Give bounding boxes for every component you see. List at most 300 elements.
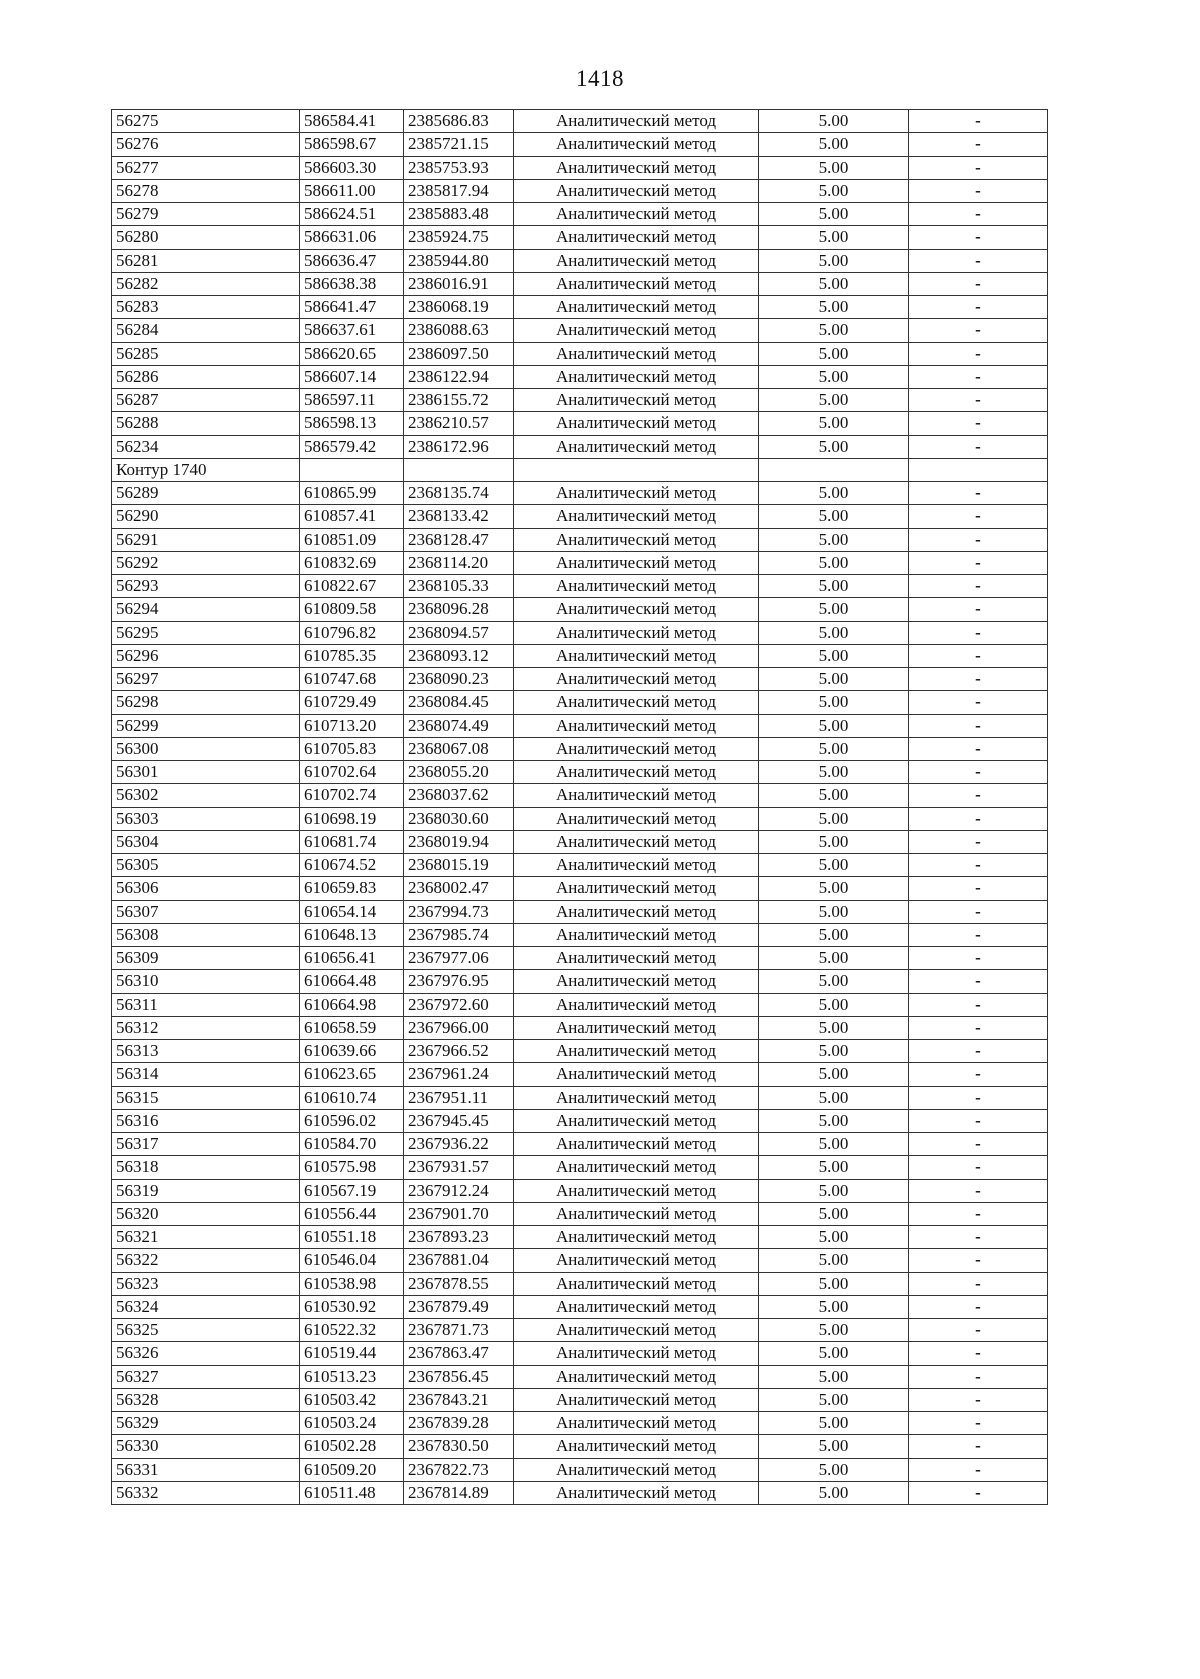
point-id-cell: 56310 bbox=[112, 970, 300, 993]
x-coordinate-cell: 610502.28 bbox=[300, 1435, 404, 1458]
error-cell: 5.00 bbox=[759, 110, 909, 133]
point-id-cell: 56302 bbox=[112, 784, 300, 807]
note-cell: - bbox=[909, 1342, 1048, 1365]
point-id-cell: 56234 bbox=[112, 435, 300, 458]
x-coordinate-cell: 610796.82 bbox=[300, 621, 404, 644]
note-cell: - bbox=[909, 1481, 1048, 1504]
method-cell: Аналитический метод bbox=[514, 1202, 759, 1225]
table-row bbox=[112, 877, 1048, 900]
note-cell: - bbox=[909, 1202, 1048, 1225]
y-coordinate-cell: 2386155.72 bbox=[404, 389, 514, 412]
x-coordinate-cell: 610664.98 bbox=[300, 993, 404, 1016]
error-cell: 5.00 bbox=[759, 1272, 909, 1295]
table-row bbox=[112, 1412, 1048, 1435]
error-cell: 5.00 bbox=[759, 1040, 909, 1063]
x-coordinate-cell: 610713.20 bbox=[300, 714, 404, 737]
error-cell: 5.00 bbox=[759, 551, 909, 574]
table-row bbox=[112, 598, 1048, 621]
x-coordinate-cell: 586637.61 bbox=[300, 319, 404, 342]
table-row bbox=[112, 784, 1048, 807]
x-coordinate-cell: 586641.47 bbox=[300, 296, 404, 319]
method-cell: Аналитический метод bbox=[514, 1063, 759, 1086]
method-cell: Аналитический метод bbox=[514, 1412, 759, 1435]
x-coordinate-cell: 610659.83 bbox=[300, 877, 404, 900]
note-cell: - bbox=[909, 551, 1048, 574]
note-cell: - bbox=[909, 412, 1048, 435]
method-cell: Аналитический метод bbox=[514, 1295, 759, 1318]
table-row bbox=[112, 1086, 1048, 1109]
x-coordinate-cell: 610503.24 bbox=[300, 1412, 404, 1435]
error-cell: 5.00 bbox=[759, 1133, 909, 1156]
table-row bbox=[112, 575, 1048, 598]
x-coordinate-cell: 610747.68 bbox=[300, 668, 404, 691]
table-row bbox=[112, 714, 1048, 737]
point-id-cell: 56297 bbox=[112, 668, 300, 691]
x-coordinate-cell: 586603.30 bbox=[300, 156, 404, 179]
method-cell: Аналитический метод bbox=[514, 389, 759, 412]
point-id-cell: 56276 bbox=[112, 133, 300, 156]
x-coordinate-cell: 610698.19 bbox=[300, 807, 404, 830]
point-id-cell: 56328 bbox=[112, 1388, 300, 1411]
note-cell: - bbox=[909, 1156, 1048, 1179]
table-row bbox=[112, 970, 1048, 993]
x-coordinate-cell: 586584.41 bbox=[300, 110, 404, 133]
error-cell: 5.00 bbox=[759, 296, 909, 319]
error-cell: 5.00 bbox=[759, 1156, 909, 1179]
method-cell: Аналитический метод bbox=[514, 342, 759, 365]
error-cell: 5.00 bbox=[759, 1226, 909, 1249]
table-row bbox=[112, 1388, 1048, 1411]
y-coordinate-cell: 2386210.57 bbox=[404, 412, 514, 435]
method-cell: Аналитический метод bbox=[514, 179, 759, 202]
x-coordinate-cell: 610623.65 bbox=[300, 1063, 404, 1086]
point-id-cell: 56293 bbox=[112, 575, 300, 598]
point-id-cell: 56316 bbox=[112, 1109, 300, 1132]
x-coordinate-cell: 586624.51 bbox=[300, 203, 404, 226]
x-coordinate-cell: 610822.67 bbox=[300, 575, 404, 598]
error-cell: 5.00 bbox=[759, 1202, 909, 1225]
section-row bbox=[112, 458, 1048, 481]
point-id-cell: 56309 bbox=[112, 947, 300, 970]
point-id-cell: 56318 bbox=[112, 1156, 300, 1179]
y-coordinate-cell: 2386097.50 bbox=[404, 342, 514, 365]
point-id-cell: 56275 bbox=[112, 110, 300, 133]
note-cell: - bbox=[909, 923, 1048, 946]
point-id-cell: 56278 bbox=[112, 179, 300, 202]
error-cell: 5.00 bbox=[759, 877, 909, 900]
point-id-cell: 56324 bbox=[112, 1295, 300, 1318]
table-row bbox=[112, 1295, 1048, 1318]
method-cell: Аналитический метод bbox=[514, 1133, 759, 1156]
error-cell: 5.00 bbox=[759, 1109, 909, 1132]
y-coordinate-cell: 2368019.94 bbox=[404, 830, 514, 853]
y-coordinate-cell: 2367901.70 bbox=[404, 1202, 514, 1225]
x-coordinate-cell: 610654.14 bbox=[300, 900, 404, 923]
error-cell: 5.00 bbox=[759, 133, 909, 156]
y-coordinate-cell: 2367912.24 bbox=[404, 1179, 514, 1202]
note-cell: - bbox=[909, 854, 1048, 877]
table-row bbox=[112, 830, 1048, 853]
method-cell: Аналитический метод bbox=[514, 1458, 759, 1481]
point-id-cell: 56287 bbox=[112, 389, 300, 412]
note-cell: - bbox=[909, 1179, 1048, 1202]
method-cell: Аналитический метод bbox=[514, 156, 759, 179]
point-id-cell: 56288 bbox=[112, 412, 300, 435]
table-row bbox=[112, 482, 1048, 505]
method-cell: Аналитический метод bbox=[514, 854, 759, 877]
y-coordinate-cell: 2368133.42 bbox=[404, 505, 514, 528]
point-id-cell: 56306 bbox=[112, 877, 300, 900]
table-row bbox=[112, 621, 1048, 644]
table-row bbox=[112, 412, 1048, 435]
note-cell: - bbox=[909, 1063, 1048, 1086]
x-coordinate-cell: 610785.35 bbox=[300, 644, 404, 667]
note-cell: - bbox=[909, 644, 1048, 667]
x-coordinate-cell: 610851.09 bbox=[300, 528, 404, 551]
x-coordinate-cell: 610656.41 bbox=[300, 947, 404, 970]
point-id-cell: 56320 bbox=[112, 1202, 300, 1225]
method-cell: Аналитический метод bbox=[514, 1156, 759, 1179]
x-coordinate-cell: 586638.38 bbox=[300, 272, 404, 295]
note-cell: - bbox=[909, 1133, 1048, 1156]
point-id-cell: 56279 bbox=[112, 203, 300, 226]
point-id-cell: 56303 bbox=[112, 807, 300, 830]
note-cell: - bbox=[909, 1435, 1048, 1458]
x-coordinate-cell: 610556.44 bbox=[300, 1202, 404, 1225]
note-cell: - bbox=[909, 249, 1048, 272]
method-cell: Аналитический метод bbox=[514, 668, 759, 691]
y-coordinate-cell: 2368074.49 bbox=[404, 714, 514, 737]
method-cell: Аналитический метод bbox=[514, 737, 759, 760]
table-row bbox=[112, 1272, 1048, 1295]
note-cell: - bbox=[909, 1226, 1048, 1249]
y-coordinate-cell: 2368105.33 bbox=[404, 575, 514, 598]
y-coordinate-cell: 2368002.47 bbox=[404, 877, 514, 900]
note-cell: - bbox=[909, 272, 1048, 295]
note-cell: - bbox=[909, 482, 1048, 505]
y-coordinate-cell: 2367843.21 bbox=[404, 1388, 514, 1411]
note-cell: - bbox=[909, 621, 1048, 644]
error-cell: 5.00 bbox=[759, 1295, 909, 1318]
point-id-cell: 56317 bbox=[112, 1133, 300, 1156]
note-cell: - bbox=[909, 1040, 1048, 1063]
error-cell: 5.00 bbox=[759, 644, 909, 667]
method-cell: Аналитический метод bbox=[514, 900, 759, 923]
error-cell: 5.00 bbox=[759, 1435, 909, 1458]
method-cell: Аналитический метод bbox=[514, 1481, 759, 1504]
error-cell: 5.00 bbox=[759, 1481, 909, 1504]
point-id-cell: 56280 bbox=[112, 226, 300, 249]
point-id-cell: 56300 bbox=[112, 737, 300, 760]
x-coordinate-cell: 610610.74 bbox=[300, 1086, 404, 1109]
point-id-cell: 56315 bbox=[112, 1086, 300, 1109]
point-id-cell: 56312 bbox=[112, 1016, 300, 1039]
error-cell: 5.00 bbox=[759, 365, 909, 388]
method-cell: Аналитический метод bbox=[514, 621, 759, 644]
y-coordinate-cell: 2368084.45 bbox=[404, 691, 514, 714]
method-cell: Аналитический метод bbox=[514, 296, 759, 319]
point-id-cell: 56321 bbox=[112, 1226, 300, 1249]
method-cell: Аналитический метод bbox=[514, 1365, 759, 1388]
error-cell: 5.00 bbox=[759, 1458, 909, 1481]
y-coordinate-cell: 2368135.74 bbox=[404, 482, 514, 505]
table-row bbox=[112, 923, 1048, 946]
note-cell: - bbox=[909, 575, 1048, 598]
point-id-cell: 56301 bbox=[112, 761, 300, 784]
y-coordinate-cell: 2367863.47 bbox=[404, 1342, 514, 1365]
table-row bbox=[112, 947, 1048, 970]
error-cell: 5.00 bbox=[759, 1412, 909, 1435]
method-cell: Аналитический метод bbox=[514, 807, 759, 830]
method-cell: Аналитический метод bbox=[514, 226, 759, 249]
note-cell: - bbox=[909, 226, 1048, 249]
method-cell: Аналитический метод bbox=[514, 970, 759, 993]
table-row bbox=[112, 505, 1048, 528]
x-coordinate-cell: 610522.32 bbox=[300, 1319, 404, 1342]
method-cell: Аналитический метод bbox=[514, 1109, 759, 1132]
note-cell: - bbox=[909, 1388, 1048, 1411]
x-coordinate-cell: 586579.42 bbox=[300, 435, 404, 458]
point-id-cell: 56299 bbox=[112, 714, 300, 737]
x-coordinate-cell: 610681.74 bbox=[300, 830, 404, 853]
table-row bbox=[112, 1156, 1048, 1179]
method-cell: Аналитический метод bbox=[514, 110, 759, 133]
point-id-cell: 56284 bbox=[112, 319, 300, 342]
point-id-cell: 56326 bbox=[112, 1342, 300, 1365]
note-cell: - bbox=[909, 993, 1048, 1016]
y-coordinate-cell: 2367871.73 bbox=[404, 1319, 514, 1342]
method-cell: Аналитический метод bbox=[514, 1179, 759, 1202]
empty-cell bbox=[759, 458, 909, 481]
note-cell: - bbox=[909, 761, 1048, 784]
y-coordinate-cell: 2367972.60 bbox=[404, 993, 514, 1016]
method-cell: Аналитический метод bbox=[514, 203, 759, 226]
point-id-cell: 56277 bbox=[112, 156, 300, 179]
page-number: 1418 bbox=[576, 66, 624, 91]
error-cell: 5.00 bbox=[759, 412, 909, 435]
note-cell: - bbox=[909, 156, 1048, 179]
point-id-cell: 56314 bbox=[112, 1063, 300, 1086]
y-coordinate-cell: 2368096.28 bbox=[404, 598, 514, 621]
x-coordinate-cell: 610648.13 bbox=[300, 923, 404, 946]
point-id-cell: 56323 bbox=[112, 1272, 300, 1295]
y-coordinate-cell: 2367878.55 bbox=[404, 1272, 514, 1295]
x-coordinate-cell: 610702.74 bbox=[300, 784, 404, 807]
table-row bbox=[112, 1435, 1048, 1458]
note-cell: - bbox=[909, 1086, 1048, 1109]
y-coordinate-cell: 2385721.15 bbox=[404, 133, 514, 156]
y-coordinate-cell: 2367985.74 bbox=[404, 923, 514, 946]
y-coordinate-cell: 2367931.57 bbox=[404, 1156, 514, 1179]
note-cell: - bbox=[909, 365, 1048, 388]
error-cell: 5.00 bbox=[759, 226, 909, 249]
method-cell: Аналитический метод bbox=[514, 249, 759, 272]
y-coordinate-cell: 2367936.22 bbox=[404, 1133, 514, 1156]
method-cell: Аналитический метод bbox=[514, 482, 759, 505]
x-coordinate-cell: 610519.44 bbox=[300, 1342, 404, 1365]
table-row bbox=[112, 226, 1048, 249]
x-coordinate-cell: 610575.98 bbox=[300, 1156, 404, 1179]
point-id-cell: 56311 bbox=[112, 993, 300, 1016]
y-coordinate-cell: 2367881.04 bbox=[404, 1249, 514, 1272]
table-row bbox=[112, 668, 1048, 691]
method-cell: Аналитический метод bbox=[514, 993, 759, 1016]
x-coordinate-cell: 586631.06 bbox=[300, 226, 404, 249]
empty-cell bbox=[300, 458, 404, 481]
table-row bbox=[112, 551, 1048, 574]
point-id-cell: 56298 bbox=[112, 691, 300, 714]
note-cell: - bbox=[909, 970, 1048, 993]
note-cell: - bbox=[909, 1272, 1048, 1295]
point-id-cell: 56313 bbox=[112, 1040, 300, 1063]
y-coordinate-cell: 2385817.94 bbox=[404, 179, 514, 202]
x-coordinate-cell: 586636.47 bbox=[300, 249, 404, 272]
y-coordinate-cell: 2385924.75 bbox=[404, 226, 514, 249]
y-coordinate-cell: 2368128.47 bbox=[404, 528, 514, 551]
table-row bbox=[112, 1016, 1048, 1039]
x-coordinate-cell: 610511.48 bbox=[300, 1481, 404, 1504]
error-cell: 5.00 bbox=[759, 1063, 909, 1086]
method-cell: Аналитический метод bbox=[514, 877, 759, 900]
x-coordinate-cell: 586598.67 bbox=[300, 133, 404, 156]
point-id-cell: 56304 bbox=[112, 830, 300, 853]
table-row bbox=[112, 319, 1048, 342]
error-cell: 5.00 bbox=[759, 993, 909, 1016]
error-cell: 5.00 bbox=[759, 389, 909, 412]
y-coordinate-cell: 2368015.19 bbox=[404, 854, 514, 877]
y-coordinate-cell: 2368055.20 bbox=[404, 761, 514, 784]
coordinates-table bbox=[111, 109, 1048, 1505]
note-cell: - bbox=[909, 714, 1048, 737]
error-cell: 5.00 bbox=[759, 249, 909, 272]
y-coordinate-cell: 2367814.89 bbox=[404, 1481, 514, 1504]
table-row bbox=[112, 272, 1048, 295]
method-cell: Аналитический метод bbox=[514, 412, 759, 435]
point-id-cell: 56329 bbox=[112, 1412, 300, 1435]
note-cell: - bbox=[909, 784, 1048, 807]
y-coordinate-cell: 2367961.24 bbox=[404, 1063, 514, 1086]
method-cell: Аналитический метод bbox=[514, 761, 759, 784]
note-cell: - bbox=[909, 203, 1048, 226]
method-cell: Аналитический метод bbox=[514, 598, 759, 621]
table-row bbox=[112, 854, 1048, 877]
method-cell: Аналитический метод bbox=[514, 575, 759, 598]
point-id-cell: 56325 bbox=[112, 1319, 300, 1342]
error-cell: 5.00 bbox=[759, 1179, 909, 1202]
method-cell: Аналитический метод bbox=[514, 365, 759, 388]
y-coordinate-cell: 2385686.83 bbox=[404, 110, 514, 133]
note-cell: - bbox=[909, 1319, 1048, 1342]
table-row bbox=[112, 1133, 1048, 1156]
method-cell: Аналитический метод bbox=[514, 1086, 759, 1109]
error-cell: 5.00 bbox=[759, 947, 909, 970]
note-cell: - bbox=[909, 1365, 1048, 1388]
method-cell: Аналитический метод bbox=[514, 272, 759, 295]
method-cell: Аналитический метод bbox=[514, 133, 759, 156]
y-coordinate-cell: 2367879.49 bbox=[404, 1295, 514, 1318]
table-row bbox=[112, 993, 1048, 1016]
note-cell: - bbox=[909, 389, 1048, 412]
table-row bbox=[112, 1342, 1048, 1365]
table-row bbox=[112, 1202, 1048, 1225]
method-cell: Аналитический метод bbox=[514, 1226, 759, 1249]
point-id-cell: 56295 bbox=[112, 621, 300, 644]
x-coordinate-cell: 610658.59 bbox=[300, 1016, 404, 1039]
error-cell: 5.00 bbox=[759, 668, 909, 691]
point-id-cell: 56290 bbox=[112, 505, 300, 528]
table-row bbox=[112, 1249, 1048, 1272]
error-cell: 5.00 bbox=[759, 691, 909, 714]
x-coordinate-cell: 610546.04 bbox=[300, 1249, 404, 1272]
point-id-cell: 56289 bbox=[112, 482, 300, 505]
method-cell: Аналитический метод bbox=[514, 1319, 759, 1342]
x-coordinate-cell: 610584.70 bbox=[300, 1133, 404, 1156]
x-coordinate-cell: 610503.42 bbox=[300, 1388, 404, 1411]
x-coordinate-cell: 610729.49 bbox=[300, 691, 404, 714]
y-coordinate-cell: 2385944.80 bbox=[404, 249, 514, 272]
error-cell: 5.00 bbox=[759, 970, 909, 993]
y-coordinate-cell: 2368090.23 bbox=[404, 668, 514, 691]
y-coordinate-cell: 2367966.52 bbox=[404, 1040, 514, 1063]
x-coordinate-cell: 586611.00 bbox=[300, 179, 404, 202]
x-coordinate-cell: 610509.20 bbox=[300, 1458, 404, 1481]
point-id-cell: 56330 bbox=[112, 1435, 300, 1458]
table-row bbox=[112, 761, 1048, 784]
error-cell: 5.00 bbox=[759, 1016, 909, 1039]
y-coordinate-cell: 2368067.08 bbox=[404, 737, 514, 760]
y-coordinate-cell: 2368094.57 bbox=[404, 621, 514, 644]
method-cell: Аналитический метод bbox=[514, 319, 759, 342]
y-coordinate-cell: 2368114.20 bbox=[404, 551, 514, 574]
table-row bbox=[112, 1458, 1048, 1481]
note-cell: - bbox=[909, 900, 1048, 923]
note-cell: - bbox=[909, 1458, 1048, 1481]
point-id-cell: 56332 bbox=[112, 1481, 300, 1504]
error-cell: 5.00 bbox=[759, 575, 909, 598]
method-cell: Аналитический метод bbox=[514, 947, 759, 970]
error-cell: 5.00 bbox=[759, 1388, 909, 1411]
x-coordinate-cell: 586597.11 bbox=[300, 389, 404, 412]
x-coordinate-cell: 610702.64 bbox=[300, 761, 404, 784]
note-cell: - bbox=[909, 691, 1048, 714]
table-row bbox=[112, 179, 1048, 202]
note-cell: - bbox=[909, 830, 1048, 853]
point-id-cell: 56292 bbox=[112, 551, 300, 574]
table-row bbox=[112, 528, 1048, 551]
x-coordinate-cell: 610639.66 bbox=[300, 1040, 404, 1063]
note-cell: - bbox=[909, 319, 1048, 342]
error-cell: 5.00 bbox=[759, 598, 909, 621]
note-cell: - bbox=[909, 179, 1048, 202]
table-row bbox=[112, 365, 1048, 388]
method-cell: Аналитический метод bbox=[514, 505, 759, 528]
note-cell: - bbox=[909, 342, 1048, 365]
method-cell: Аналитический метод bbox=[514, 1342, 759, 1365]
point-id-cell: 56319 bbox=[112, 1179, 300, 1202]
method-cell: Аналитический метод bbox=[514, 528, 759, 551]
y-coordinate-cell: 2367830.50 bbox=[404, 1435, 514, 1458]
empty-cell bbox=[404, 458, 514, 481]
note-cell: - bbox=[909, 598, 1048, 621]
point-id-cell: 56294 bbox=[112, 598, 300, 621]
note-cell: - bbox=[909, 435, 1048, 458]
y-coordinate-cell: 2386068.19 bbox=[404, 296, 514, 319]
method-cell: Аналитический метод bbox=[514, 435, 759, 458]
y-coordinate-cell: 2368093.12 bbox=[404, 644, 514, 667]
method-cell: Аналитический метод bbox=[514, 1040, 759, 1063]
x-coordinate-cell: 610664.48 bbox=[300, 970, 404, 993]
y-coordinate-cell: 2367839.28 bbox=[404, 1412, 514, 1435]
